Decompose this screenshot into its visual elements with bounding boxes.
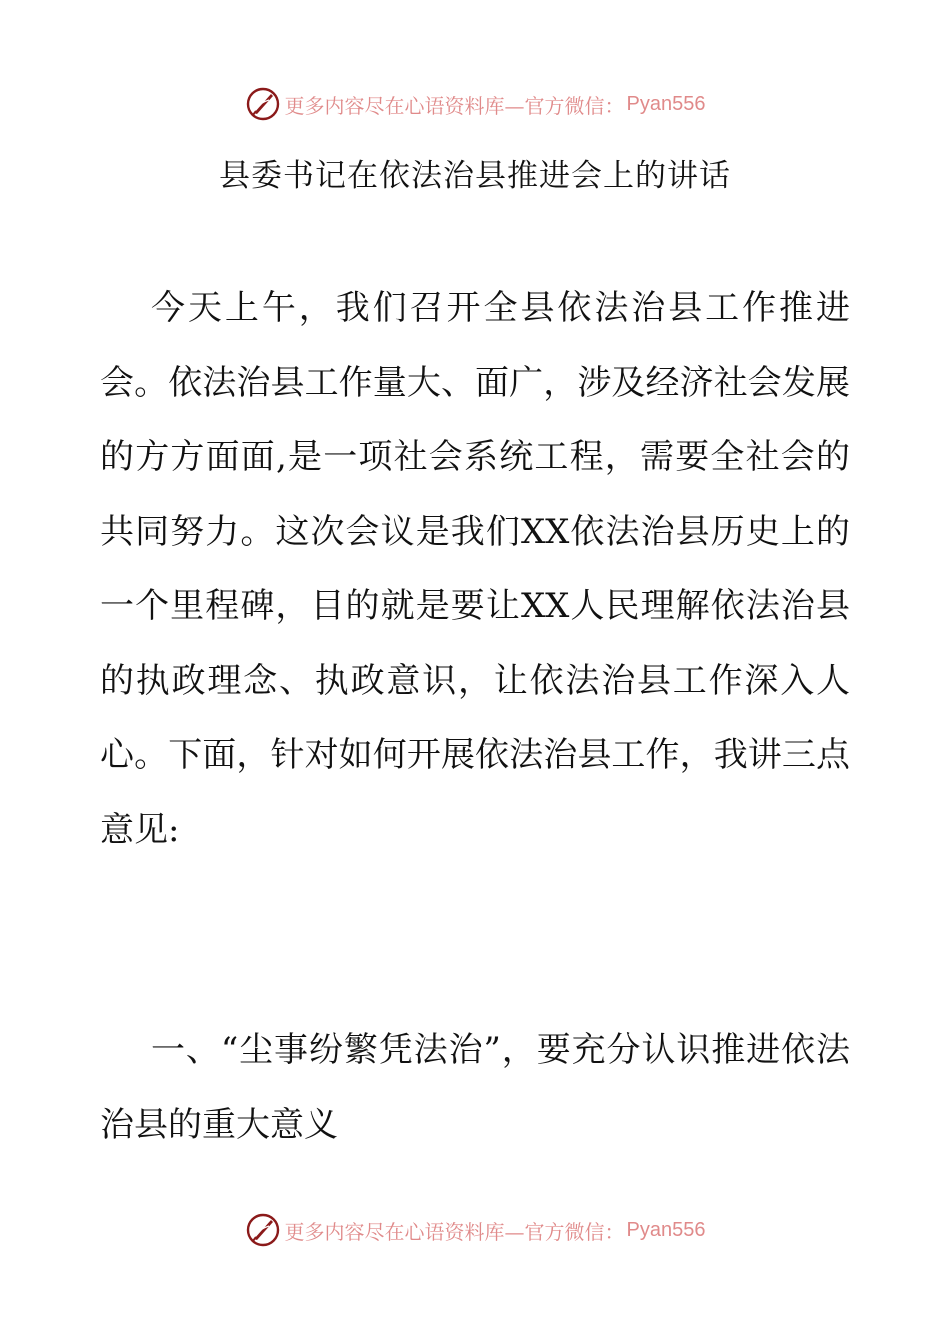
watermark-footer (0, 1210, 950, 1250)
section-heading-1: 一、“尘事纷繁凭法治”，要充分认识推进依法治县的重大意义 (100, 1030, 850, 1145)
watermark-text: 更多内容尽在心语资料库—官方微信： (284, 1219, 625, 1244)
watermark-wechat-id: Pyan556 (626, 92, 706, 115)
watermark-wechat-id: Pyan556 (626, 1218, 706, 1241)
quill-logo-icon (245, 1212, 281, 1248)
watermark-text: 更多内容尽在心语资料库—官方微信： (284, 93, 625, 118)
quill-logo-icon (245, 86, 281, 122)
intro-paragraph: 今天上午，我们召开全县依法治县工作推进会。依法治县工作量大、面广，涉及经济社会发展的方方面面,是一项社会系统工程，需要全社会的共同努力。这次会议是我们XX依法治县历史上的一个里程碑，目的就是要让XX人民理解依法治县的执政理念、执政意识，让依法治县工作深入人心。下面，针对如何开展依法治县工作，我讲三点意见: (100, 288, 850, 850)
watermark-header (0, 84, 950, 124)
document-title: 县委书记在依法治县推进会上的讲话 (219, 158, 731, 194)
